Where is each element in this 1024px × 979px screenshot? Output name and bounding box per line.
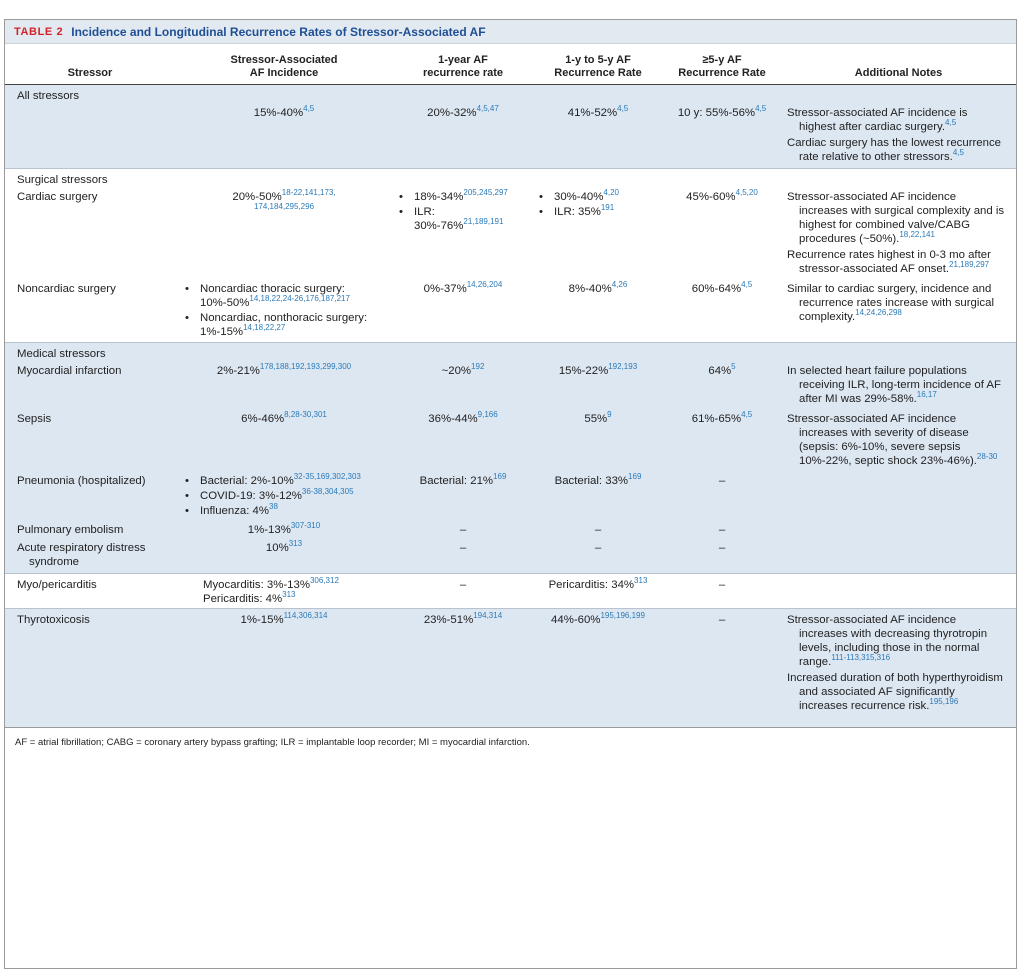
cell-incidence: 20%-50%$^{18-22,141,173,}$ $^{174,184,295,296}$: [175, 188, 393, 280]
header-notes: Additional Notes: [781, 44, 1016, 85]
cell-1y-5y: Bacterial: 33%$^{169}$: [533, 472, 663, 521]
table-frame: [4, 19, 1017, 969]
table-title-bar: [5, 20, 1016, 44]
cell-1y-5y: –: [533, 521, 663, 539]
cell-notes: In selected heart failure populations receiving ILR, long-term incidence of AF after MI was 29%-58%.$^{16,17}$: [781, 362, 1016, 410]
cell-incidence: 2%-21%$^{178,188,192,193,299,300}$: [175, 362, 393, 410]
stressor-name: Sepsis: [5, 410, 175, 472]
cell-1y-5y: –: [533, 539, 663, 574]
stressor-name: Thyrotoxicosis: [5, 609, 175, 728]
cell-5y: 60%-64%$^{4,5}$: [663, 280, 781, 343]
cell-1y: –: [393, 574, 533, 609]
stressor-name: Acute respiratory distress syndrome: [5, 539, 175, 574]
cell-5y: 10 y: 55%-56%$^{4,5}$: [663, 104, 781, 169]
cell-1y-5y: 15%-22%$^{192,193}$: [533, 362, 663, 410]
cell-5y: 61%-65%$^{4,5}$: [663, 410, 781, 472]
group-label: Surgical stressors: [5, 169, 1016, 189]
stressor-name: Myo/pericarditis: [5, 574, 175, 609]
cell-5y: 64%$^5$: [663, 362, 781, 410]
cell-notes: Stressor-associated AF incidence increases with severity of disease (sepsis: 6%-10%, severe sepsis 10%-22%, septic shock 23%-46%).$^{28-30}$: [781, 410, 1016, 472]
table-row: [5, 362, 1016, 410]
recurrence-table: [5, 44, 1016, 727]
cell-5y: –: [663, 521, 781, 539]
cell-5y: –: [663, 539, 781, 574]
cell-notes: Stressor-associated AF incidence increases with surgical complexity and is highest for combined valve/CABG procedures (~50%).$^{18,22,141}$ Recurrence rates highest in 0-3 mo after stressor-associated AF onset.$^{21,189,297}$: [781, 188, 1016, 280]
table-row: [5, 410, 1016, 472]
cell-5y: –: [663, 609, 781, 728]
stressor-name: Cardiac surgery: [5, 188, 175, 280]
group-row-surgical: [5, 169, 1016, 189]
cell-1y-5y: • 30%-40%$^{4,20}$ • ILR: 35%$^{191}$: [533, 188, 663, 280]
table-title: Incidence and Longitudinal Recurrence Rates of Stressor-Associated AF: [71, 24, 486, 39]
group-row-medical: [5, 343, 1016, 363]
table-footnote: AF = atrial fibrillation; CABG = coronary artery bypass grafting; ILR = implantable loop recorder; MI = myocardial infarction.: [5, 727, 1016, 757]
table-row: [5, 574, 1016, 609]
cell-incidence: 1%-15%$^{114,306,314}$: [175, 609, 393, 728]
stressor-name: Noncardiac surgery: [5, 280, 175, 343]
table-row: [5, 539, 1016, 574]
cell-1y: 36%-44%$^{9,166}$: [393, 410, 533, 472]
cell-1y: 20%-32%$^{4,5,47}$: [393, 104, 533, 169]
header-row: [5, 44, 1016, 85]
cell-1y: 23%-51%$^{194,314}$: [393, 609, 533, 728]
cell-incidence: Myocarditis: 3%-13%$^{306,312}$ Pericarditis: 4%$^{313}$: [175, 574, 393, 609]
cell-notes: Stressor-associated AF incidence is highest after cardiac surgery.$^{4,5}$ Cardiac surgery has the lowest recurrence rate relative to other stressors.$^{4,5}$: [781, 104, 1016, 169]
table-row: [5, 104, 1016, 169]
stressor-name: Pulmonary embolism: [5, 521, 175, 539]
cell-1y-5y: Pericarditis: 34%$^{313}$: [533, 574, 663, 609]
stressor-name: Pneumonia (hospitalized): [5, 472, 175, 521]
stressor-name: Myocardial infarction: [5, 362, 175, 410]
cell-1y-5y: 8%-40%$^{4,26}$: [533, 280, 663, 343]
header-incidence: Stressor-Associated AF Incidence: [175, 44, 393, 85]
header-5y: ≥5-y AF Recurrence Rate: [663, 44, 781, 85]
table-row: [5, 188, 1016, 280]
cell-5y: –: [663, 574, 781, 609]
cell-notes: Similar to cardiac surgery, incidence and recurrence rates increase with surgical complexity.$^{14,24,26,298}$: [781, 280, 1016, 343]
cell-1y: –: [393, 539, 533, 574]
cell-1y-5y: 41%-52%$^{4,5}$: [533, 104, 663, 169]
table-label: TABLE 2: [14, 25, 64, 38]
cell-5y: 45%-60%$^{4,5,20}$: [663, 188, 781, 280]
cell-1y: ~20%$^{192}$: [393, 362, 533, 410]
cell-5y: –: [663, 472, 781, 521]
cell-1y: –: [393, 521, 533, 539]
table-row: [5, 280, 1016, 343]
group-row-all: [5, 85, 1016, 105]
cell-notes: Stressor-associated AF incidence increases with decreasing thyrotropin levels, including those in the normal range.$^{111-113,315,316}$ Increased duration of both hyperthyroidism and associated AF significantly increases recurrence risk.$^{195,196}$: [781, 609, 1016, 728]
header-1y-5y: 1-y to 5-y AF Recurrence Rate: [533, 44, 663, 85]
cell-incidence: 10%$^{313}$: [175, 539, 393, 574]
cell-1y: Bacterial: 21%$^{169}$: [393, 472, 533, 521]
cell-1y: • 18%-34%$^{205,245,297}$ • ILR: 30%-76%$^{21,189,191}$: [393, 188, 533, 280]
cell-1y-5y: 55%$^9$: [533, 410, 663, 472]
table-row: [5, 521, 1016, 539]
cell-incidence: • Noncardiac thoracic surgery: 10%-50%$^{14,18,22,24-26,176,187,217}$ • Noncardiac, nonthoracic surgery: 1%-15%$^{14,18,22,27}$: [175, 280, 393, 343]
table-row: [5, 472, 1016, 521]
header-stressor: Stressor: [5, 44, 175, 85]
cell-incidence: 15%-40%$^{4,5}$: [175, 104, 393, 169]
cell-1y: 0%-37%$^{14,26,204}$: [393, 280, 533, 343]
cell-incidence: • Bacterial: 2%-10%$^{32-35,169,302,303}$ • COVID-19: 3%-12%$^{36-38,304,305}$ • Influenza: 4%$^{38}$: [175, 472, 393, 521]
cell-incidence: 6%-46%$^{8,28-30,301}$: [175, 410, 393, 472]
table-row: [5, 609, 1016, 728]
group-label: Medical stressors: [5, 343, 1016, 363]
group-label: All stressors: [5, 85, 1016, 105]
cell-1y-5y: 44%-60%$^{195,196,199}$: [533, 609, 663, 728]
cell-incidence: 1%-13%$^{307-310}$: [175, 521, 393, 539]
header-1y: 1-year AF recurrence rate: [393, 44, 533, 85]
